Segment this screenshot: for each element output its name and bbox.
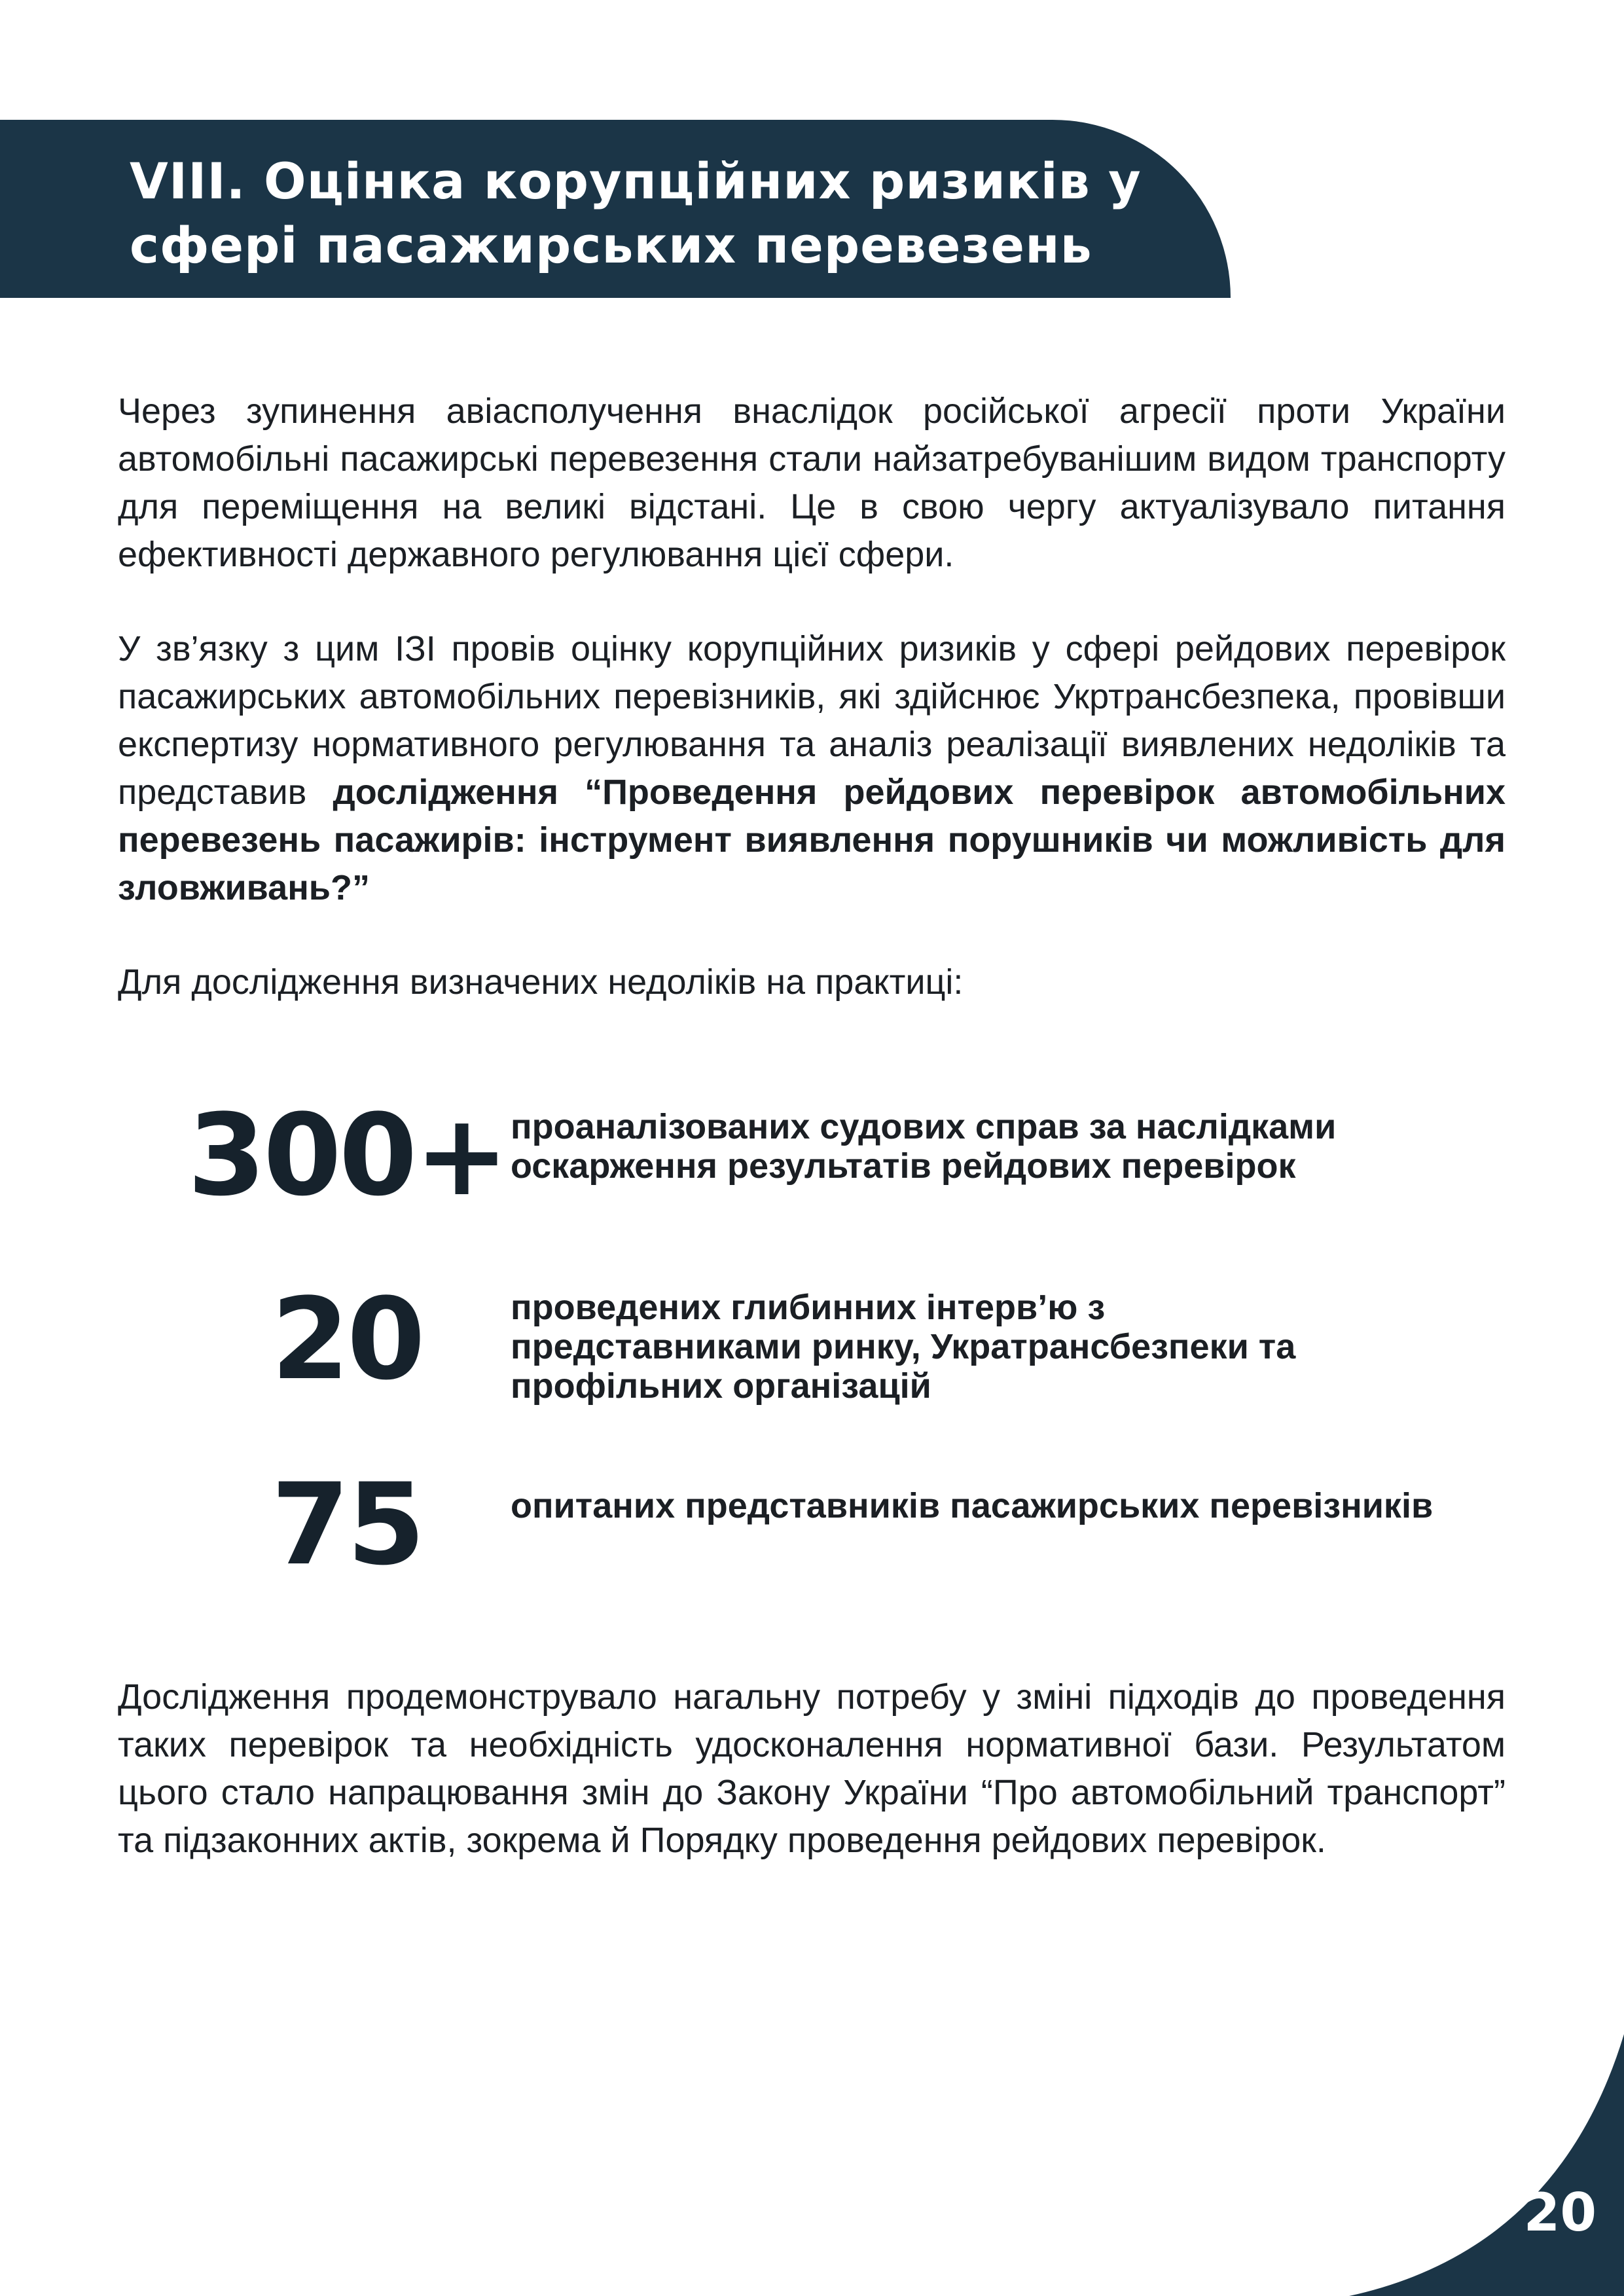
intro-text [118, 388, 1506, 1006]
stat-number: 20 [271, 1273, 423, 1405]
corner-decoration [1349, 2034, 1624, 2296]
stat-description-line: опитаних представників пасажирських перевізників [511, 1486, 1434, 1525]
stat-description-line: профільних організацій [511, 1366, 931, 1406]
stat-description-line: представниками ринку, Укратрансбезпеки та [511, 1327, 1296, 1366]
stat-number: 75 [271, 1459, 423, 1590]
stat-description [511, 1288, 1506, 1406]
paragraph-conclusion: Дослідження продемонструвало нагальну потребу у зміні підходів до проведення таких перевірок та необхідність удосконалення нормативної бази. Результатом цього стало напрацювання змін до Закону України “Про автомобільний транспорт” та підзаконних актів, зокрема й Порядку проведення рейдових перевірок. [118, 1677, 1506, 1860]
paragraph-research [118, 625, 1506, 912]
stat-description [511, 1107, 1506, 1186]
stat-description-line: проаналізованих судових справ за наслідками [511, 1107, 1337, 1146]
stat-description-line: проведених глибинних інтерв’ю з [511, 1288, 1106, 1327]
stat-number: 300+ [187, 1089, 507, 1221]
research-title: дослідження “Проведення рейдових перевірок автомобільних перевезень пасажирів: інструмент виявлення порушників чи можливість для зловживань?” [118, 773, 1506, 907]
section-title-line-1: VIII. Оцінка корупційних ризиків у [130, 152, 1142, 210]
section-title [130, 149, 1210, 278]
conclusion-text [118, 1673, 1506, 1865]
paragraph-context: Через зупинення авіасполучення внаслідок російської агресії проти України автомобільні пасажирські перевезення стали найзатребуванішим видом транспорту для переміщення на великі відстані. Це в свою чергу актуалізувало питання ефективності державного регулювання цієї сфери. [118, 392, 1506, 574]
stat-description [511, 1486, 1506, 1525]
section-title-line-2: сфері пасажирських перевезень [130, 216, 1092, 274]
page-number: 20 [1523, 2182, 1597, 2243]
stat-description-line: оскарження результатів рейдових перевірок [511, 1146, 1296, 1186]
paragraph-research-text: У зв’язку з цим ІЗІ провів оцінку корупційних ризиків у сфері рейдових перевірок пасажирських автомобільних перевізників, які здійснює Укртрансбезпека, провівши експертизу нормативного регулювання та аналіз реалізації виявлених недоліків та представив [118, 629, 1506, 812]
paragraph-method-intro: Для дослідження визначених недоліків на практиці: [118, 962, 964, 1002]
